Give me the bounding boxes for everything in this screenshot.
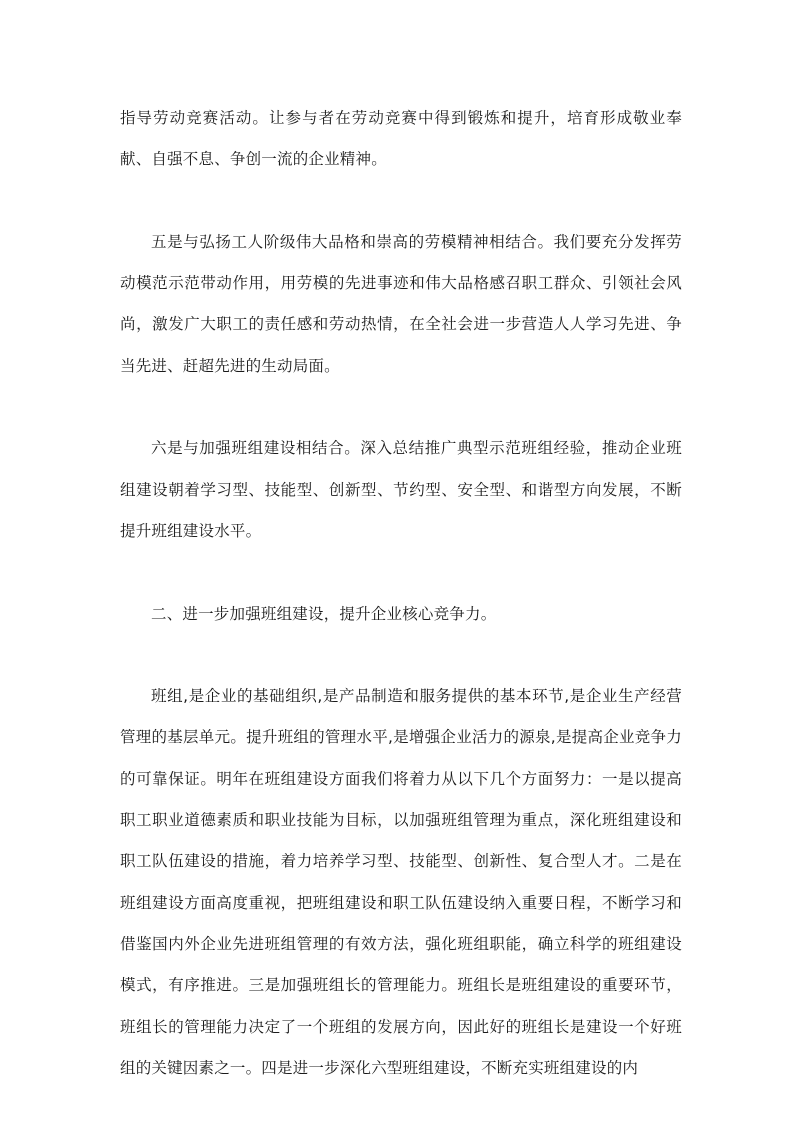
document-body xyxy=(120,98,682,1089)
paragraph-gap xyxy=(120,552,682,593)
section-heading-two: 二、进一步加强班组建设，提升企业核心竞争力。 xyxy=(151,604,497,623)
paragraph-gap xyxy=(120,181,682,222)
paragraph-point-five: 五是与弘扬工人阶级伟大品格和崇高的劳模精神相结合。我们要充分发挥劳动模范示范带动作用，用劳模的先进事迹和伟大品格感召职工群众、引领社会风尚，激发广大职工的责任感和劳动热情，在全社会进一步营造人人学习先进、争当先进、赶超先进的生动局面。 xyxy=(120,232,682,375)
paragraph-point-six: 六是与加强班组建设相结合。深入总结推广典型示范班组经验，推动企业班组建设朝着学习型、技能型、创新型、节约型、安全型、和谐型方向发展，不断提升班组建设水平。 xyxy=(120,439,682,540)
paragraph-team-building: 班组,是企业的基础组织,是产品制造和服务提供的基本环节,是企业生产经营管理的基层单元。提升班组的管理水平,是增强企业活力的源泉,是提高企业竞争力的可靠保证。明年在班组建设方面我们将着力从以下几个方面努力：一是以提高职工职业道德素质和职业技能为目标，以加强班组管理为重点，深化班组建设和职工队伍建设的措施，着力培养学习型、技能型、创新性、复合型人才。二是在班组建设方面高度重视，把班组建设和职工队伍建设纳入重要日程，不断学习和借鉴国内外企业先进班组管理的有效方法，强化班组职能，确立科学的班组建设模式，有序推进。三是加强班组长的管理能力。班组长是班组建设的重要环节，班组长的管理能力决定了一个班组的发展方向，因此好的班组长是建设一个好班组的关键因素之一。四是进一步深化六型班组建设，不断充实班组建设的内 xyxy=(120,687,682,1077)
paragraph-gap xyxy=(120,635,682,676)
paragraph-continuation: 指导劳动竞赛活动。让参与者在劳动竞赛中得到锻炼和提升，培育形成敬业奉献、自强不息、争创一流的企业精神。 xyxy=(120,109,682,169)
paragraph-gap xyxy=(120,387,682,428)
